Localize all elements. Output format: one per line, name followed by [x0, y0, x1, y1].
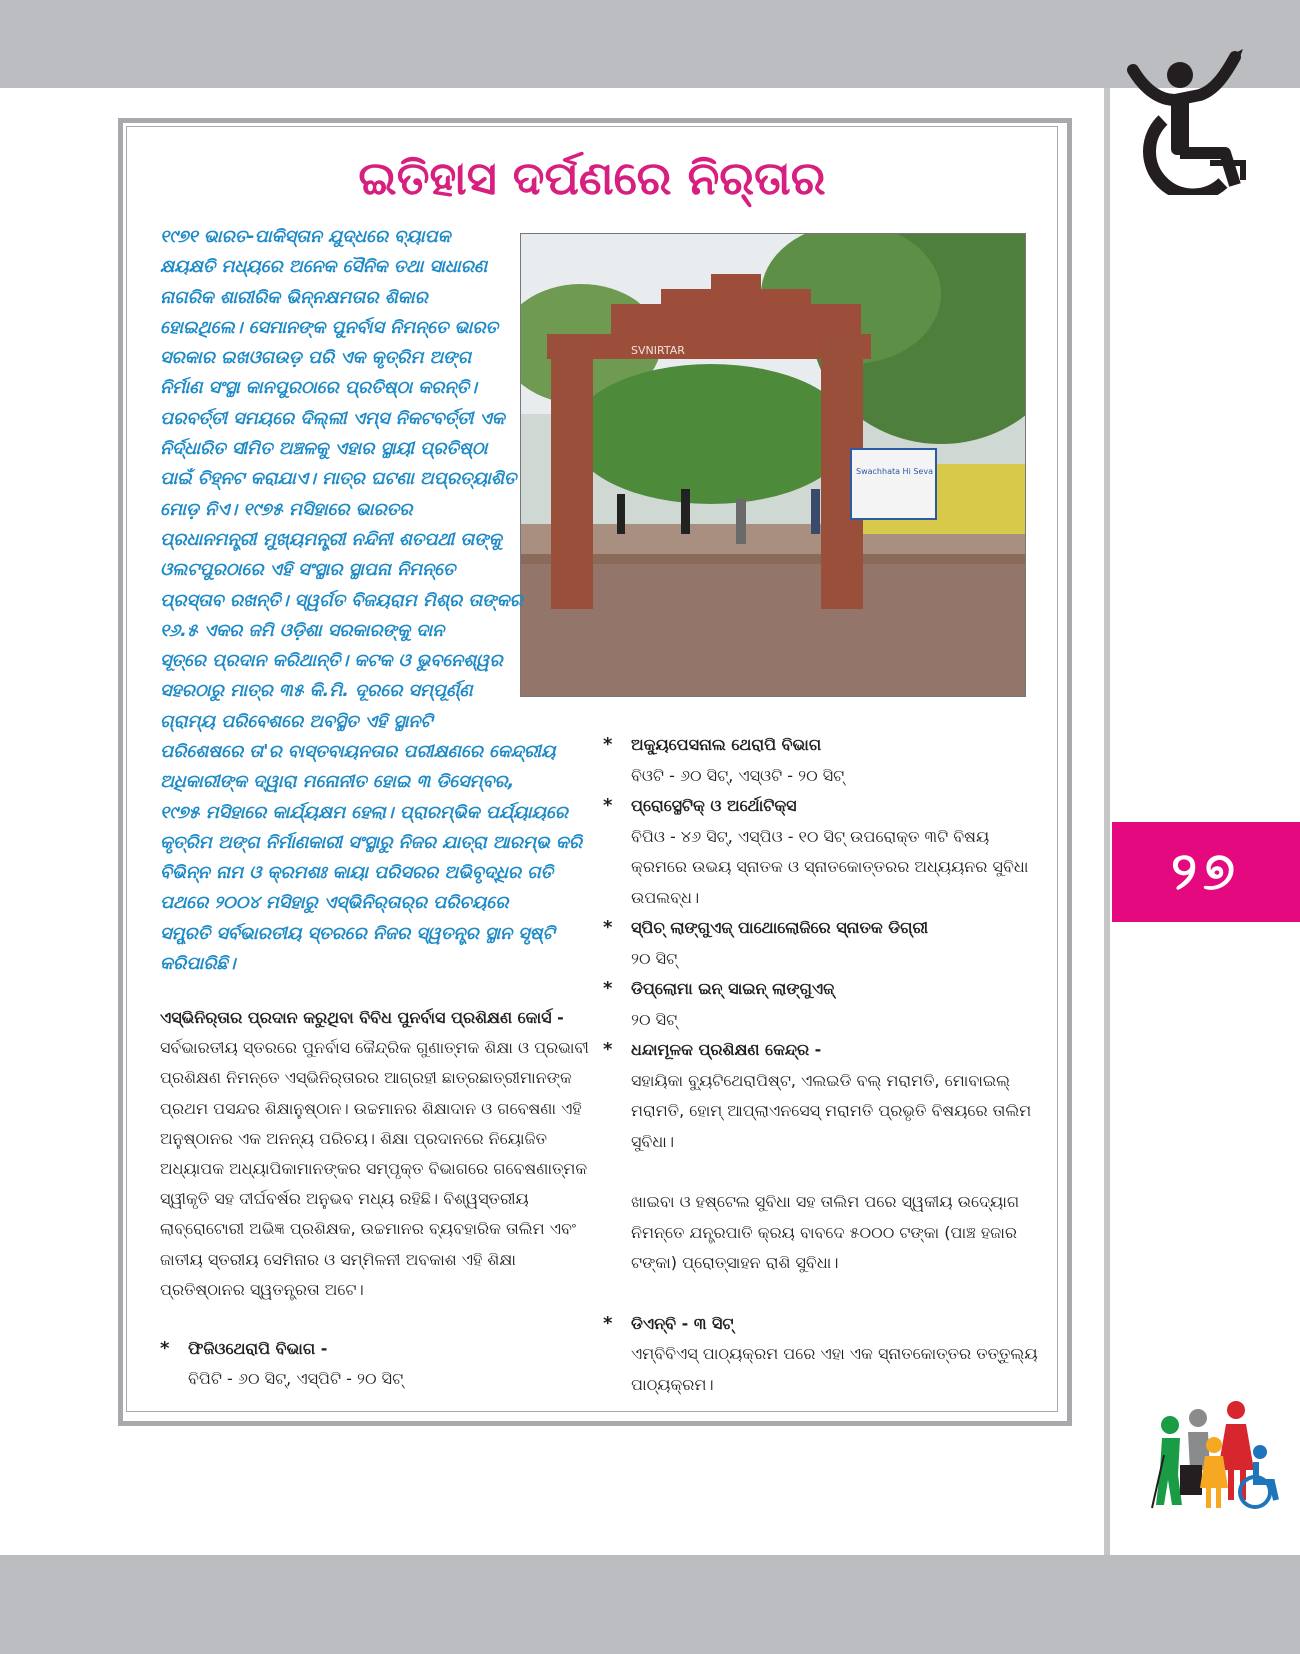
intro-line: ସରକାର ଇଖଓଗଉଡ଼ ପରି ଏକ କୃତ୍ରିମ ଅଙ୍ଗ [160, 348, 472, 369]
intro-line: ୧୬.୫ ଏକର ଜମି ଓଡ଼ିଶା ସରକାରଙ୍କୁ ଦାନ [160, 620, 445, 641]
course-detail: ବିଓଟି - ୬୦ ସିଟ୍, ଏସ୍‌ଓଟି - ୨୦ ସିଟ୍ [631, 765, 845, 785]
bullet-star: * [603, 917, 613, 938]
gate-photo-illustration [521, 234, 1025, 696]
course-item-sign-language [603, 974, 1043, 1035]
page-number-tab: ୨୭ [1112, 822, 1300, 922]
bullet-star: * [603, 734, 613, 755]
course-title: ଧନ୍ଦାମୂଳକ ପ୍ରଶିକ୍ଷଣ କେନ୍ଦ୍ର - [631, 1040, 822, 1059]
course-detail: ୨୦ ସିଟ୍ [631, 1009, 678, 1029]
banner-text: Swachhata Hi Seva [856, 467, 933, 476]
intro-paragraph-wide [160, 737, 585, 979]
course-title: ଫିଜିଓଥେରାପି ବିଭାଗ - [188, 1339, 328, 1358]
intro-line: ୧୯୭୧ ଭାରତ-ପାକିସ୍ତାନ ଯୁଦ୍ଧରେ ବ୍ୟାପକ [160, 227, 451, 247]
wheelchair-user-icon [1125, 45, 1260, 195]
intro-line: ଗ୍ରାମ୍ୟ ପରିବେଶରେ ଅବସ୍ଥିତ ଏହି ସ୍ଥାନଟି [160, 711, 433, 732]
institute-gate-photo [520, 233, 1026, 697]
course-detail: ଏମ୍‌ବିବିଏସ୍ ପାଠ୍ୟକ୍ରମ ପରେ ଏହା ଏକ ସ୍ନାତକୋତ୍ତର ତତ୍ତୁଲ୍ୟ ପାଠ୍ୟକ୍ରମ। [631, 1344, 1038, 1394]
intro-line: ବିଭିନ୍ନ ନାମ ଓ କ୍ରମଶଃ କାୟା ପରିସରର ଅଭିବୃଦ୍ଧିର ଗତି [160, 863, 554, 884]
intro-line: କୃତ୍ରିମ ଅଙ୍ଗ ନିର୍ମାଣକାରୀ ସଂସ୍ଥାରୁ ନିଜର ଯାତ୍ରା ଆରମ୍ଭ କରି [160, 832, 583, 853]
course-detail: ବିପିଓ - ୪୬ ସିଟ୍, ଏସ୍‌ପିଓ - ୧୦ ସିଟ୍ ଉପରୋକ୍ତ ୩ଟି ବିଷୟ କ୍ରମରେ ଉଭୟ ସ୍ନାତକ ଓ ସ୍ନାତକୋତ୍ତରର ଅଧ୍ୟୟନର ସୁବିଧା ଉପଲବ୍ଧ। [631, 826, 1029, 907]
course-list-left [160, 1334, 590, 1394]
bullet-star: * [603, 795, 613, 816]
gate-sign-text: SVNIRTAR [631, 344, 685, 357]
intro-line: ସହରଠାରୁ ମାତ୍ର ୩୫ କି.ମି. ଦୂରରେ ସମ୍ପୂର୍ଣ୍ଣ [160, 681, 473, 702]
intro-line: ହୋଇଥିଲେ। ସେମାନଙ୍କ ପୁନର୍ବାସ ନିମନ୍ତେ ଭାରତ [160, 317, 499, 338]
intro-line: ଓଲଟପୁରଠାରେ ଏହି ସଂସ୍ଥାର ସ୍ଥାପନା ନିମନ୍ତେ [160, 560, 456, 581]
course-item-speech-language [603, 913, 1043, 974]
course-item-prosthetics [603, 791, 1043, 913]
course-title: ଅକ୍ୟୁପେସନାଲ ଥେରାପି ବିଭାଗ [631, 735, 822, 754]
bullet-star: * [603, 1039, 613, 1060]
course-detail: ସହାୟିକା ବ୍ୟୁଟିଥେରାପିଷ୍ଟ, ଏଲଇଡି ବଲ୍ ମରାମତି, ମୋବାଇଲ୍ ମରାମତି, ହୋମ୍ ଆପ୍ଲାଏନସେସ୍ ମରାମତି ପ୍ରଭୃତି ବିଷୟରେ ତାଲିମ ସୁବିଧା। [631, 1070, 1032, 1151]
intro-line: ୧୯୭୫ ମସିହାରେ କାର୍ଯ୍ୟକ୍ଷମ ହେଲା। ପ୍ରାରମ୍ଭିକ ପର୍ଯ୍ୟାୟରେ [160, 802, 568, 823]
intro-line: ପଥରେ ୨୦୦୪ ମସିହାରୁ ଏସ୍‌ଭିନିର୍‌ତାର୍‌ର ପରିଚୟରେ [160, 893, 509, 914]
margin-rule [1104, 88, 1110, 1555]
course-item-vocational-training [603, 1035, 1043, 1157]
hostel-note: ଖାଇବା ଓ ହଷ୍ଟେଲ ସୁବିଧା ସହ ତାଲିମ ପରେ ସ୍ୱକୀୟ ଉଦ୍ୟୋଗ ନିମନ୍ତେ ଯନ୍ତ୍ରପାତି କ୍ରୟ ବାବଦେ ୫୦୦୦ ଟଙ୍କା (ପାଞ୍ଚ ହଜାର ଟଙ୍କା) ପ୍ରୋତ୍ସାହନ ରାଶି ସୁବିଧା। [631, 1192, 1020, 1272]
intro-line: ନିର୍ଦ୍ଧାରିତ ସୀମିତ ଅଞ୍ଚଳକୁ ଏହାର ସ୍ଥାୟୀ ପ୍ରତିଷ୍ଠା [160, 439, 488, 460]
intro-line: ନାଗରିକ ଶାରୀରିକ ଭିନ୍ନକ୍ଷମତାର ଶିକାର [160, 287, 428, 308]
intro-line: କରିପାରିଛି। [160, 954, 236, 975]
inclusive-people-icon [1150, 1400, 1280, 1510]
bottom-band [0, 1555, 1300, 1654]
bullet-star: * [160, 1338, 170, 1359]
intro-paragraph-narrow [160, 222, 580, 737]
intro-line: ପାଇଁ ଚିହ୍ନଟ କରାଯାଏ। ମାତ୍ର ଘଟଣା ଅପ୍ରତ୍ୟାଶିତ [160, 469, 517, 490]
top-band [0, 0, 1300, 88]
intro-line: ସୂତ୍ରେ ପ୍ରଦାନ କରିଥାନ୍ତି। କଟକ ଓ ଭୁବନେଶ୍ୱର [160, 651, 503, 672]
course-item-physiotherapy [160, 1334, 590, 1394]
intro-line: ମୋଡ଼ ନିଏ। ୧୯୭୫ ମସିହାରେ ଭାରତର [160, 499, 413, 520]
intro-line: ପ୍ରଧାନମନ୍ତ୍ରୀ ମୁଖ୍ୟମନ୍ତ୍ରୀ ନନ୍ଦିନୀ ଶତପଥୀ ତାଙ୍କୁ [160, 529, 502, 550]
course-detail: ୨୦ ସିଟ୍ [631, 948, 678, 968]
intro-line: ପରବର୍ତ୍ତୀ ସମୟରେ ଦିଲ୍ଲୀ ଏମ୍ସ ନିକଟବର୍ତ୍ତୀ ଏକ [160, 408, 505, 429]
course-title: ପ୍ରୋସ୍ଥେଟିକ୍ ଓ ଅର୍ଥୋଟିକ୍ସ [631, 796, 797, 815]
course-item-occupational-therapy [603, 730, 1043, 791]
intro-line: କ୍ଷୟକ୍ଷତି ମଧ୍ୟରେ ଅନେକ ସୈନିକ ତଥା ସାଧାରଣ [160, 257, 488, 278]
course-item-dnb [603, 1309, 1043, 1401]
course-title: ସ୍ପିଚ୍ ଲାଙ୍ଗୁଏଜ୍ ପାଥୋଲୋଜିରେ ସ୍ନାତକ ଡିଗ୍ରୀ [631, 918, 929, 937]
intro-line: ଅଧିକାରୀଙ୍କ ଦ୍ୱାରା ମନୋନୀତ ହୋଇ ୩ ଡିସେମ୍ବର, [160, 772, 515, 793]
bullet-star: * [603, 978, 613, 999]
courses-description: ସର୍ବଭାରତୀୟ ସ୍ତରରେ ପୁନର୍ବାସ କୈନ୍ଦ୍ରିକ ଗୁଣାତ୍ମକ ଶିକ୍ଷା ଓ ପ୍ରଭାବୀ ପ୍ରଶିକ୍ଷଣ ନିମନ୍ତେ ଏସ୍‌ଭିନିର୍‌ତାରର ଆଗ୍ରହୀ ଛାତ୍ରଛାତ୍ରୀମାନଙ୍କ ପ୍ରଥମ ପସନ୍ଦର ଶିକ୍ଷାନୁଷ୍ଠାନ। ଉଚ୍ଚମାନର ଶିକ୍ଷାଦାନ ଓ ଗବେଷଣା ଏହି ଅନୁଷ୍ଠାନର ଏକ ଅନନ୍ୟ ପରିଚୟ। ଶିକ୍ଷା ପ୍ରଦାନରେ ନିୟୋଜିତ ଅଧ୍ୟାପକ ଅଧ୍ୟାପିକାମାନଙ୍କର ସମ୍ପୃକ୍ତ ବିଭାଗରେ ଗବେଷଣାତ୍ମକ ସ୍ୱୀକୃତି ସହ ଦୀର୍ଘବର୍ଷର ଅନୁଭବ ମଧ୍ୟ ରହିଛି। ବିଶ୍ୱସ୍ତରୀୟ ଲାବ୍ରୋଟୋରୀ ଅଭିଜ୍ଞ ପ୍ରଶିକ୍ଷକ, ଉଚ୍ଚମାନର ବ୍ୟବହାରିକ ତାଲିମ ଏବଂ ଜାତୀୟ ସ୍ତରୀୟ ସେମିନାର ଓ ସମ୍ମିଳନୀ ଅବକାଶ ଏହି ଶିକ୍ଷା ପ୍ରତିଷ୍ଠାନର ସ୍ୱତନ୍ତ୍ରତା ଅଟେ। [160, 1038, 589, 1299]
intro-line: ପ୍ରସ୍ତାବ ରଖନ୍ତି। ସ୍ୱର୍ଗତ ବିଜୟରାମ ମିଶ୍ର ତାଙ୍କର [160, 590, 523, 611]
intro-line: ପରିଶେଷରେ ତା'ର ବାସ୍ତବାୟନତାର ପରୀକ୍ଷଣରେ କେନ୍ଦ୍ରୀୟ [160, 742, 556, 762]
courses-heading: ଏସ୍‌ଭିନିର୍‌ତାର ପ୍ରଦାନ କରୁଥିବା ବିବିଧ ପୁନର୍ବାସ ପ୍ରଶିକ୍ଷଣ କୋର୍ସ - [160, 1008, 564, 1027]
intro-line: ସମ୍ପ୍ରତି ସର୍ବଭାରତୀୟ ସ୍ତରରେ ନିଜର ସ୍ୱତନ୍ତ୍ର ସ୍ଥାନ ସୃଷ୍ଟି [160, 923, 555, 944]
course-detail: ବିପିଟି - ୬୦ ସିଟ୍, ଏସ୍‌ପିଟି - ୨୦ ସିଟ୍ [188, 1369, 404, 1388]
intro-line: ନିର୍ମାଣ ସଂସ୍ଥା କାନପୁରଠାରେ ପ୍ରତିଷ୍ଠା କରନ୍ତି। [160, 378, 477, 399]
courses-section [160, 1003, 590, 1305]
course-title: ଡିପ୍ଲୋମା ଇନ୍ ସାଇନ୍ ଲାଙ୍ଗୁଏଜ୍ [631, 979, 835, 998]
bullet-star: * [603, 1312, 613, 1334]
course-list-right [603, 730, 1043, 1400]
course-title: ଡିଏନ୍‌ବି - ୩ ସିଟ୍ [631, 1313, 734, 1333]
article-title: ଇତିହାସ ଦର୍ପଣରେ ନିର୍‌ତାର [358, 151, 826, 205]
